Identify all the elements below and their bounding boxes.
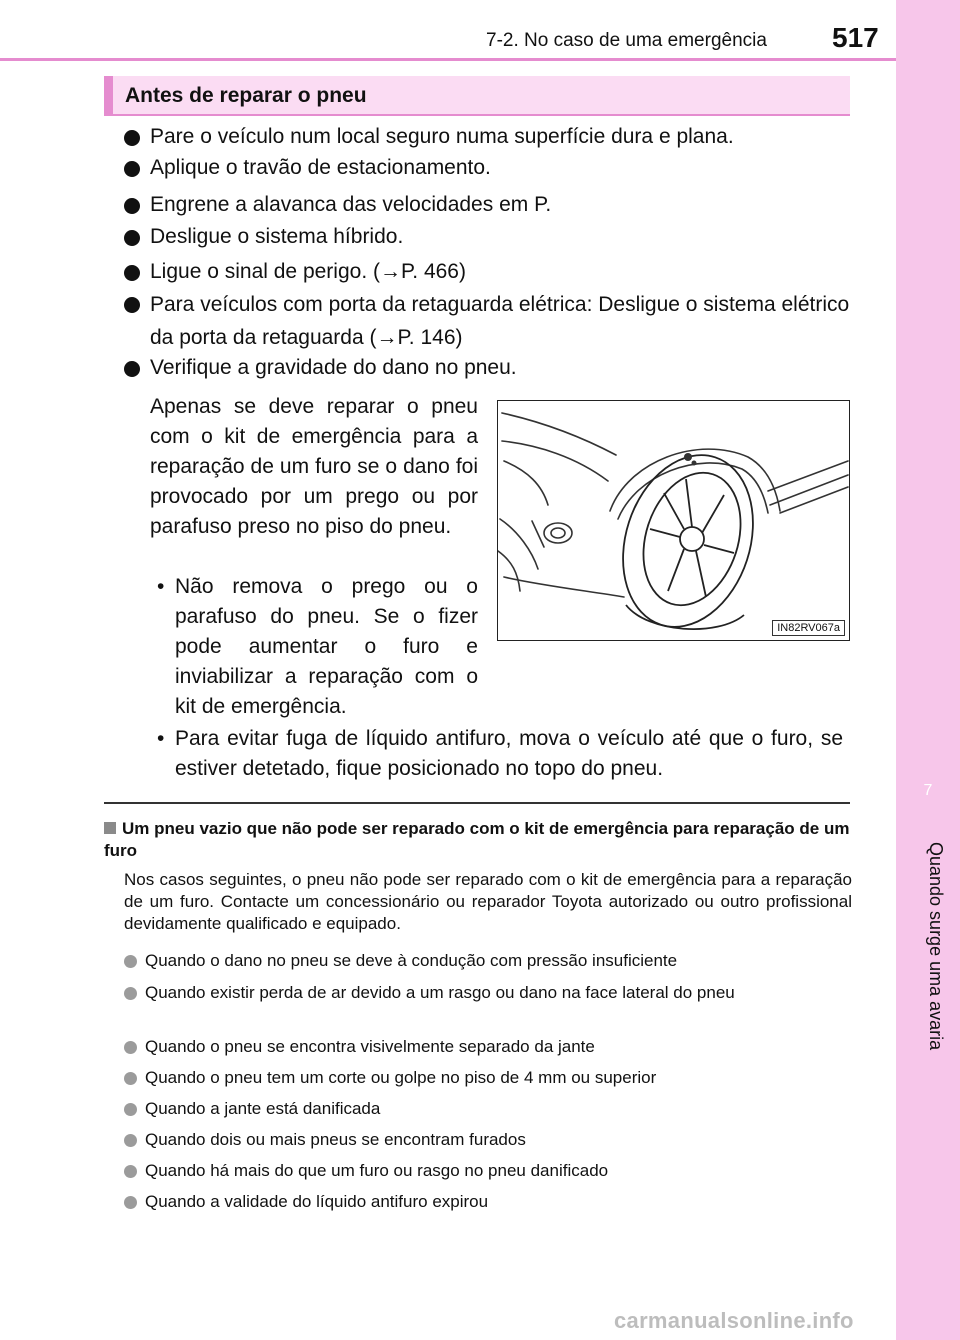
- list-item: [124, 152, 854, 184]
- bullet-icon: [124, 265, 140, 281]
- note-list-item-text: Quando existir perda de ar devido a um rasgo ou dano na face lateral do pneu: [145, 983, 735, 1002]
- watermark: carmanualsonline.info: [614, 1308, 854, 1333]
- section-divider: [104, 802, 850, 804]
- sub-list-item: [157, 572, 478, 722]
- header-divider: [0, 58, 896, 61]
- bullet-icon: [124, 1134, 137, 1147]
- note-title-text: Um pneu vazio que não pode ser reparado com o kit de emergência para reparação de um furo: [104, 819, 850, 860]
- note-list-item: [124, 1036, 852, 1058]
- list-item-text: Ligue o sinal de perigo. (→P. 466): [150, 260, 466, 283]
- note-list-item: [124, 1067, 852, 1089]
- list-item-text: Para veículos com porta da retaguarda elétrica: Desligue o sistema elétrico da porta da retaguarda (→P. 146): [150, 293, 850, 349]
- note-list-item-text: Quando dois ou mais pneus se encontram furados: [145, 1130, 526, 1149]
- note-list-item-text: Quando o pneu se encontra visivelmente separado da jante: [145, 1037, 595, 1056]
- note-list-item-text: Quando a validade do líquido antifuro expirou: [145, 1192, 489, 1211]
- note-list-item-text: Quando o pneu tem um corte ou golpe no piso de 4 mm ou superior: [145, 1068, 657, 1087]
- list-item-text: Pare o veículo num local seguro numa superfície dura e plana.: [150, 125, 734, 148]
- note-list-item-text: Quando a jante está danificada: [145, 1099, 381, 1118]
- bullet-icon: [124, 1196, 137, 1209]
- bullet-icon: [124, 297, 140, 313]
- damage-paragraph: Apenas se deve reparar o pneu com o kit de emergência para a reparação de um furo se o dano foi provocado por um prego ou por parafuso preso no piso do pneu.: [150, 395, 478, 538]
- section-heading: [104, 76, 850, 114]
- list-item: [124, 189, 854, 221]
- bullet-icon: [124, 361, 140, 377]
- note-title: [104, 818, 854, 862]
- flat-tire-figure: [497, 400, 850, 641]
- list-item-text: Aplique o travão de estacionamento.: [150, 156, 491, 179]
- list-item-text: Engrene a alavanca das velocidades em P.: [150, 193, 552, 216]
- figure-code-label: IN82RV067a: [772, 620, 845, 636]
- bullet-icon: [124, 955, 137, 968]
- section-heading-underline: [104, 114, 850, 116]
- flat-tire-with-nail-icon: [498, 401, 850, 641]
- bullet-icon: [124, 987, 137, 1000]
- note-list-item-text: Quando o dano no pneu se deve à condução com pressão insuficiente: [145, 951, 678, 970]
- bullet-icon: [124, 130, 140, 146]
- sub-list-item: [157, 724, 843, 784]
- list-item: [124, 221, 854, 253]
- note-intro: Nos casos seguintes, o pneu não pode ser reparado com o kit de emergência para a reparação de um furo. Contacte um concessionário ou reparador Toyota autorizado ou outro profissional devidamente qualificado e equipado.: [124, 870, 852, 933]
- section-heading-text: Antes de reparar o pneu: [125, 84, 367, 107]
- chapter-number: 7: [923, 782, 933, 799]
- sub-bullet-mark: •: [157, 727, 165, 750]
- running-header-section: 7-2. No caso de uma emergência: [486, 30, 767, 51]
- sub-list-item-text: Para evitar fuga de líquido antifuro, mova o veículo até que o furo, se estiver detetado, fique posicionado no topo do pneu.: [175, 727, 843, 780]
- bullet-icon: [124, 230, 140, 246]
- bullet-icon: [124, 198, 140, 214]
- note-list-item: [124, 1129, 852, 1151]
- bullet-icon: [124, 1072, 137, 1085]
- note-list-item-text: Quando há mais do que um furo ou rasgo no pneu danificado: [145, 1161, 609, 1180]
- sub-list-item-text: Não remova o prego ou o parafuso do pneu. Se o fizer pode aumentar o furo e inviabilizar a reparação com o kit de emergência.: [175, 575, 478, 718]
- note-list-item: [124, 982, 852, 1004]
- bullet-icon: [124, 1165, 137, 1178]
- page-number: 517: [832, 22, 879, 53]
- list-item: [124, 256, 854, 288]
- list-item: [124, 352, 854, 384]
- list-item-text: Verifique a gravidade do dano no pneu.: [150, 356, 517, 379]
- chapter-title: Quando surge uma avaria: [926, 842, 946, 1051]
- bullet-icon: [124, 161, 140, 177]
- note-list-item: [124, 1191, 852, 1213]
- square-bullet-icon: [104, 822, 116, 834]
- chapter-side-tab: [896, 0, 960, 1340]
- sub-bullet-mark: •: [157, 575, 165, 598]
- note-list-item: [124, 1160, 852, 1182]
- note-list-item: [124, 950, 852, 972]
- bullet-icon: [124, 1103, 137, 1116]
- list-item: [124, 288, 854, 354]
- list-item: [124, 121, 854, 153]
- bullet-icon: [124, 1041, 137, 1054]
- note-list-item: [124, 1098, 852, 1120]
- list-item-text: Desligue o sistema híbrido.: [150, 225, 404, 248]
